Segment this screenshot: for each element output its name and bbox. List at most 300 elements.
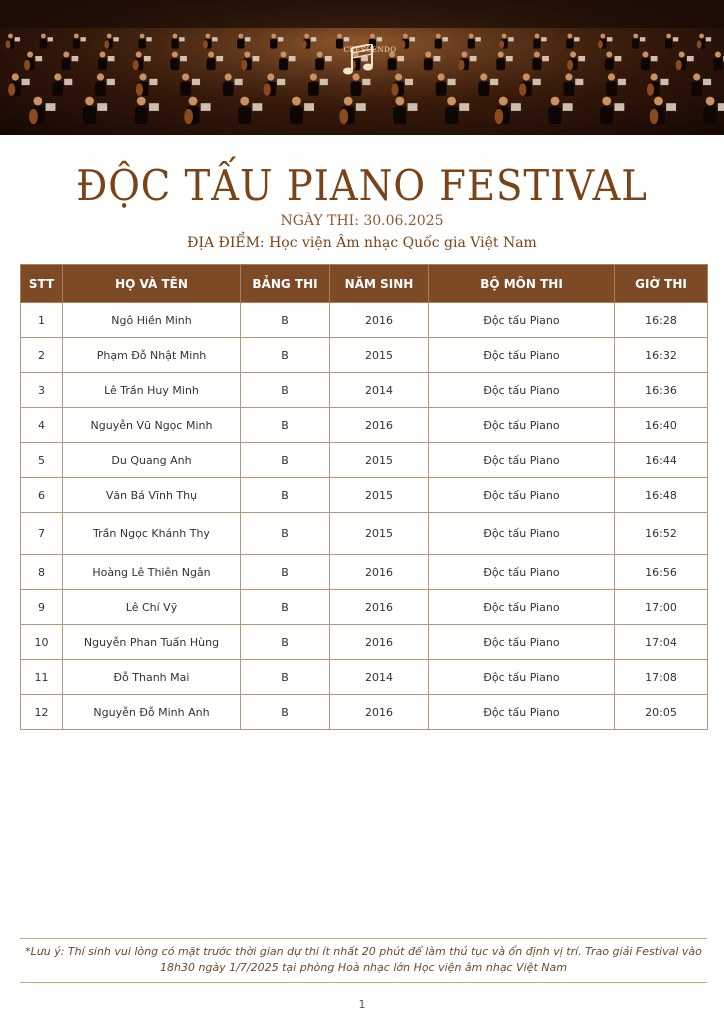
musician-body [52, 82, 63, 96]
musician-head [140, 34, 145, 39]
table-row [21, 338, 708, 373]
cell-group: B [241, 555, 330, 590]
violin-icon [264, 83, 271, 96]
cell-name: Du Quang Anh [63, 443, 241, 478]
musician-head [189, 97, 198, 106]
music-stand [72, 56, 79, 61]
music-stand [113, 37, 118, 41]
musician-body [435, 39, 442, 49]
musician-head [666, 34, 671, 39]
musician-body [564, 82, 575, 96]
crescendo-logo [338, 44, 402, 54]
music-stand [718, 103, 724, 111]
music-stand [459, 103, 469, 111]
music-stand [344, 37, 349, 41]
musician-head [600, 34, 605, 39]
cell-stt: 12 [21, 695, 63, 730]
cell-stt: 7 [21, 513, 63, 555]
musician-head [568, 34, 573, 39]
musician-head [182, 73, 189, 80]
musician-body [138, 39, 145, 49]
cell-stt: 8 [21, 555, 63, 590]
cell-time: 17:08 [615, 660, 708, 695]
musician-head [608, 73, 615, 80]
table-row [21, 660, 708, 695]
music-stand [253, 56, 260, 61]
music-stand [614, 103, 624, 111]
musician-head [281, 52, 287, 58]
musician-head [699, 34, 704, 39]
header-group: BẢNG THI [241, 265, 330, 303]
musician-body [713, 58, 722, 70]
music-stand [97, 103, 107, 111]
header-subject: BỘ MÔN THI [429, 265, 615, 303]
musician-head [310, 73, 317, 80]
musician-body [315, 58, 324, 70]
music-stand [377, 37, 382, 41]
cell-stt: 11 [21, 660, 63, 695]
musician-head [267, 73, 274, 80]
musician-body [496, 58, 505, 70]
music-stand [15, 37, 20, 41]
violin-icon [203, 40, 208, 48]
musician-head [27, 52, 33, 58]
musician-head [107, 34, 112, 39]
cell-group: B [241, 625, 330, 660]
music-stand [442, 37, 447, 41]
cell-stt: 9 [21, 590, 63, 625]
music-stand [574, 37, 579, 41]
cell-name: Nguyễn Vũ Ngọc Minh [63, 408, 241, 443]
cell-subject: Độc tấu Piano [429, 625, 615, 660]
musician-head [679, 52, 685, 58]
musician-body [238, 107, 251, 125]
cell-time: 16:28 [615, 303, 708, 338]
cell-time: 16:32 [615, 338, 708, 373]
musician-head [33, 97, 42, 106]
music-stand [434, 56, 441, 61]
violin-icon [8, 83, 15, 96]
footer-divider-bottom [20, 982, 707, 983]
violin-icon [133, 60, 139, 71]
cell-name: Đỗ Thanh Mai [63, 660, 241, 695]
musician-head [208, 52, 214, 58]
musician-body [478, 82, 489, 96]
cell-name: Trần Ngọc Khánh Thy [63, 513, 241, 555]
musician-body [98, 58, 107, 70]
music-note-icon [338, 44, 378, 78]
music-stand [245, 37, 250, 41]
cell-group: B [241, 338, 330, 373]
musician-body [135, 107, 148, 125]
musician-head [469, 34, 474, 39]
music-stand [35, 56, 42, 61]
music-stand [447, 79, 455, 85]
musician-body [237, 39, 244, 49]
musician-head [395, 97, 404, 106]
cell-subject: Độc tấu Piano [429, 695, 615, 730]
musician-head [370, 34, 375, 39]
musician-body [290, 107, 303, 125]
table-row [21, 513, 708, 555]
musician-body [393, 107, 406, 125]
music-stand [533, 79, 541, 85]
cell-stt: 1 [21, 303, 63, 338]
musician-head [173, 34, 178, 39]
table-row [21, 373, 708, 408]
music-stand [563, 103, 573, 111]
violin-icon [494, 109, 503, 124]
violin-icon [302, 40, 307, 48]
table-row [21, 590, 708, 625]
cell-birth-year: 2015 [330, 513, 429, 555]
cell-group: B [241, 443, 330, 478]
cell-subject: Độc tấu Piano [429, 590, 615, 625]
musician-head [74, 34, 79, 39]
musician-body [436, 82, 447, 96]
violin-icon [650, 109, 659, 124]
music-stand [506, 56, 513, 61]
cell-subject: Độc tấu Piano [429, 443, 615, 478]
musician-head [41, 34, 46, 39]
violin-icon [697, 40, 702, 48]
cell-stt: 6 [21, 478, 63, 513]
music-stand [542, 56, 549, 61]
exam-venue: ĐỊA ĐIỂM: Học viện Âm nhạc Quốc gia Việt Nam [187, 235, 537, 251]
cell-stt: 2 [21, 338, 63, 373]
music-stand [490, 79, 498, 85]
music-stand [362, 79, 370, 85]
table-header-row [21, 265, 708, 303]
music-stand [180, 56, 187, 61]
musician-head [337, 34, 342, 39]
cell-birth-year: 2016 [330, 625, 429, 660]
music-stand [356, 103, 366, 111]
page-number: 1 [358, 998, 366, 1011]
header-birth-year: NĂM SINH [330, 265, 429, 303]
cell-time: 16:48 [615, 478, 708, 513]
music-stand [304, 103, 314, 111]
musician-body [533, 39, 540, 49]
musician-head [403, 34, 408, 39]
music-stand [179, 37, 184, 41]
violin-icon [6, 40, 11, 48]
musician-head [606, 52, 612, 58]
musician-body [95, 82, 106, 96]
musician-body [279, 58, 288, 70]
page-title: ĐỘC TẤU PIANO FESTIVAL [76, 161, 648, 210]
music-stand [405, 79, 413, 85]
musician-head [395, 73, 402, 80]
musician-head [292, 97, 301, 106]
musician-body [170, 58, 179, 70]
footer-divider-top [20, 938, 707, 939]
cell-time: 17:04 [615, 625, 708, 660]
music-stand [578, 56, 585, 61]
musician-head [633, 34, 638, 39]
music-stand [470, 56, 477, 61]
musician-head [535, 34, 540, 39]
music-stand [615, 56, 622, 61]
cell-subject: Độc tấu Piano [429, 478, 615, 513]
table-row [21, 408, 708, 443]
musician-head [244, 52, 250, 58]
music-stand [252, 103, 262, 111]
cell-subject: Độc tấu Piano [429, 513, 615, 555]
musician-head [344, 97, 353, 106]
cell-time: 17:00 [615, 590, 708, 625]
music-stand [48, 37, 53, 41]
cell-birth-year: 2014 [330, 660, 429, 695]
cell-stt: 5 [21, 443, 63, 478]
musician-body [548, 107, 561, 125]
cell-time: 16:36 [615, 373, 708, 408]
cell-birth-year: 2016 [330, 555, 429, 590]
music-stand [144, 56, 151, 61]
music-stand [703, 79, 711, 85]
music-stand [149, 103, 159, 111]
table-row [21, 303, 708, 338]
music-stand [235, 79, 243, 85]
musician-body [351, 82, 362, 96]
music-stand [149, 79, 157, 85]
musician-head [523, 73, 530, 80]
cell-group: B [241, 303, 330, 338]
music-stand [311, 37, 316, 41]
musician-body [704, 107, 717, 125]
music-stand [410, 37, 415, 41]
music-stand [46, 103, 56, 111]
footer-note: *Lưu ý: Thí sinh vui lòng có mặt trước thời gian dự thi ít nhất 20 phút để làm thủ tục và ổn định vị trí. Trao giải Festival vào 18h30 ngày 1/7/2025 tại phòng Hoà nhạc lớn Học viện âm nhạc Việt Nam [25, 945, 702, 974]
musician-body [62, 58, 71, 70]
cell-birth-year: 2016 [330, 695, 429, 730]
cell-group: B [241, 478, 330, 513]
musician-head [436, 34, 441, 39]
cell-birth-year: 2015 [330, 443, 429, 478]
table-row [21, 555, 708, 590]
cell-group: B [241, 513, 330, 555]
cell-name: Nguyễn Đỗ Minh Anh [63, 695, 241, 730]
musician-head [100, 52, 106, 58]
header-time: GIỜ THI [615, 265, 708, 303]
musician-head [502, 34, 507, 39]
music-stand [320, 79, 328, 85]
cell-group: B [241, 408, 330, 443]
musician-body [605, 58, 614, 70]
musician-head [602, 97, 611, 106]
musician-head [693, 73, 700, 80]
cell-group: B [241, 695, 330, 730]
musician-body [665, 39, 672, 49]
musician-body [468, 39, 475, 49]
music-stand [508, 37, 513, 41]
cell-birth-year: 2015 [330, 478, 429, 513]
musician-head [240, 97, 249, 106]
cell-group: B [241, 660, 330, 695]
cell-stt: 4 [21, 408, 63, 443]
music-stand [325, 56, 332, 61]
violin-icon [647, 83, 654, 96]
musician-head [97, 73, 104, 80]
violin-icon [598, 40, 603, 48]
music-stand [706, 37, 711, 41]
musician-head [715, 52, 721, 58]
music-stand [666, 103, 676, 111]
cell-birth-year: 2015 [330, 338, 429, 373]
cell-name: Nguyễn Phan Tuấn Hùng [63, 625, 241, 660]
cell-subject: Độc tấu Piano [429, 303, 615, 338]
cell-name: Ngô Hiền Minh [63, 303, 241, 338]
cell-birth-year: 2016 [330, 303, 429, 338]
musician-head [534, 52, 540, 58]
orchestra-banner [0, 0, 724, 135]
violin-icon [567, 60, 573, 71]
music-stand [107, 79, 115, 85]
musician-head [136, 52, 142, 58]
musician-head [139, 73, 146, 80]
musician-head [462, 52, 468, 58]
music-stand [108, 56, 115, 61]
music-stand [22, 79, 30, 85]
musician-body [270, 39, 277, 49]
cell-name: Văn Bá Vĩnh Thụ [63, 478, 241, 513]
musician-head [238, 34, 243, 39]
cell-time: 16:52 [615, 513, 708, 555]
music-stand [192, 79, 200, 85]
cell-stt: 10 [21, 625, 63, 660]
cell-time: 20:05 [615, 695, 708, 730]
musician-head [63, 52, 69, 58]
musician-body [445, 107, 458, 125]
cell-time: 16:44 [615, 443, 708, 478]
musician-head [570, 52, 576, 58]
musician-body [40, 39, 47, 49]
musician-body [600, 107, 613, 125]
cell-name: Lê Trần Huy Minh [63, 373, 241, 408]
header-name: HỌ VÀ TÊN [63, 265, 241, 303]
musician-head [499, 97, 508, 106]
music-stand [277, 79, 285, 85]
violin-icon [676, 60, 682, 71]
violin-icon [391, 83, 398, 96]
music-stand [146, 37, 151, 41]
music-stand [640, 37, 645, 41]
cell-name: Lê Chí Vỹ [63, 590, 241, 625]
musician-body [641, 58, 650, 70]
header-stt: STT [21, 265, 63, 303]
table-body [21, 303, 708, 730]
musician-head [447, 97, 456, 106]
cell-subject: Độc tấu Piano [429, 338, 615, 373]
violin-icon [29, 109, 38, 124]
musician-head [304, 34, 309, 39]
musician-body [388, 58, 397, 70]
cell-group: B [241, 590, 330, 625]
music-stand [408, 103, 418, 111]
cell-time: 16:56 [615, 555, 708, 590]
musician-head [480, 73, 487, 80]
music-stand [278, 37, 283, 41]
cell-subject: Độc tấu Piano [429, 555, 615, 590]
cell-birth-year: 2016 [330, 408, 429, 443]
music-stand [541, 37, 546, 41]
musician-body [180, 82, 191, 96]
music-stand [651, 56, 658, 61]
musician-head [551, 97, 560, 106]
musician-head [438, 73, 445, 80]
table-row [21, 478, 708, 513]
musician-body [424, 58, 433, 70]
musician-head [8, 34, 13, 39]
table-row [21, 625, 708, 660]
musician-head [85, 97, 94, 106]
violin-icon [104, 40, 109, 48]
cell-subject: Độc tấu Piano [429, 373, 615, 408]
musician-head [651, 73, 658, 80]
violin-icon [184, 109, 193, 124]
violin-icon [136, 83, 143, 96]
music-stand [212, 37, 217, 41]
cell-group: B [241, 373, 330, 408]
music-stand [80, 37, 85, 41]
violin-icon [459, 60, 465, 71]
musician-head [271, 34, 276, 39]
music-stand [216, 56, 223, 61]
violin-icon [499, 40, 504, 48]
music-stand [687, 56, 694, 61]
music-stand [607, 37, 612, 41]
musician-head [317, 52, 323, 58]
musician-head [12, 73, 19, 80]
musician-head [225, 73, 232, 80]
exam-date: NGÀY THI: 30.06.2025 [280, 213, 444, 229]
musician-body [171, 39, 178, 49]
violin-icon [24, 60, 30, 71]
music-stand [397, 56, 404, 61]
violin-icon [241, 60, 247, 71]
musician-body [83, 107, 96, 125]
musician-head [206, 34, 211, 39]
musician-head [706, 97, 715, 106]
musician-body [308, 82, 319, 96]
musician-body [73, 39, 80, 49]
table-row [21, 443, 708, 478]
cell-subject: Độc tấu Piano [429, 660, 615, 695]
music-stand [289, 56, 296, 61]
musician-body [606, 82, 617, 96]
music-stand [575, 79, 583, 85]
cell-birth-year: 2016 [330, 590, 429, 625]
musician-head [565, 73, 572, 80]
violin-icon [339, 109, 348, 124]
musician-body [223, 82, 234, 96]
cell-name: Hoàng Lê Thiên Ngân [63, 555, 241, 590]
musician-body [632, 39, 639, 49]
musician-body [207, 58, 216, 70]
violin-icon [519, 83, 526, 96]
music-stand [618, 79, 626, 85]
musician-head [498, 52, 504, 58]
schedule-table [20, 264, 708, 730]
musician-head [654, 97, 663, 106]
cell-name: Phạm Đỗ Nhật Minh [63, 338, 241, 373]
music-stand [201, 103, 211, 111]
music-stand [511, 103, 521, 111]
cell-time: 16:40 [615, 408, 708, 443]
logo-text: CRESCENDO [343, 46, 397, 54]
cell-subject: Độc tấu Piano [429, 408, 615, 443]
table-row [21, 695, 708, 730]
